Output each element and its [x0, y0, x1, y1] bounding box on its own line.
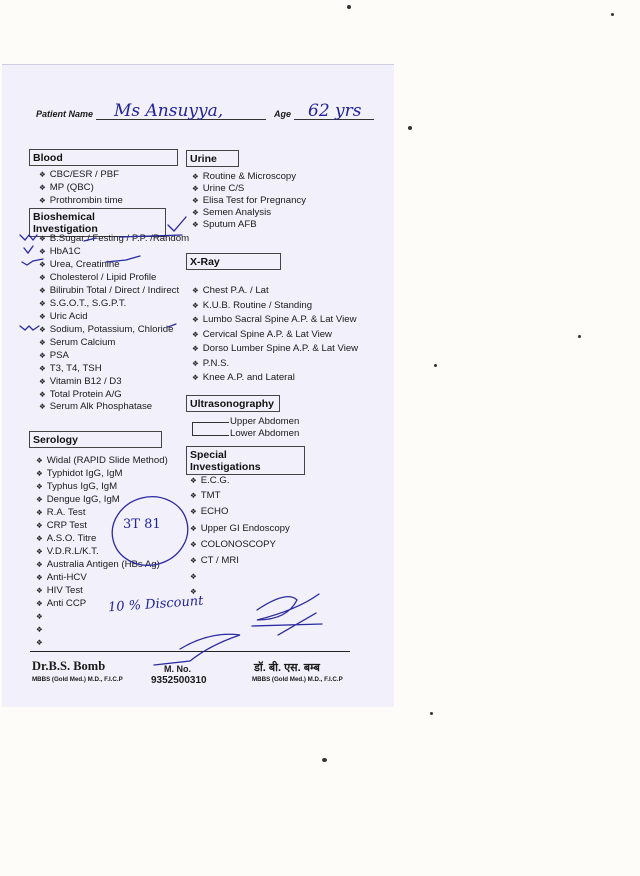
- list-item: ❖ TMT: [190, 490, 221, 501]
- discount-note: 10 % Discount: [107, 593, 204, 616]
- xray-header: X-Ray: [186, 253, 281, 270]
- signature-scribble: [154, 634, 240, 665]
- strike-line: [120, 235, 182, 237]
- check-mark: [84, 238, 96, 241]
- tick-mark: [24, 246, 33, 253]
- list-item: ❖ Semen Analysis: [192, 207, 271, 218]
- list-item: ❖ CT / MRI: [190, 555, 239, 566]
- bullet-icon: ❖: [190, 524, 197, 533]
- ink-circle: [104, 488, 195, 573]
- scan-speck: [408, 126, 412, 130]
- scan-speck: [611, 13, 614, 16]
- doctor-name-hindi: डॉ. बी. एस. बम्ब: [254, 662, 320, 674]
- list-item: ❖ Typhus IgG, IgM: [36, 481, 118, 492]
- bullet-icon: ❖: [39, 286, 46, 295]
- bullet-icon: ❖: [36, 508, 43, 517]
- list-item: ❖ Sodium, Potassium, Chloride: [39, 324, 174, 335]
- circled-note: 3T 81: [123, 517, 161, 532]
- list-item: ❖ Dorso Lumber Spine A.P. & Lat View: [192, 343, 359, 354]
- scan-speck: [322, 758, 327, 762]
- list-item: ❖ Prothrombin time: [39, 195, 123, 206]
- list-item: ❖ COLONOSCOPY: [190, 539, 276, 550]
- bullet-icon: ❖: [192, 301, 199, 310]
- doctor-qualification-right: MBBS (Gold Med.) M.D., F.I.C.P: [252, 676, 343, 683]
- list-item: ❖ Cholesterol / Lipid Profile: [39, 272, 157, 283]
- bullet-icon: ❖: [39, 170, 46, 179]
- scan-speck: [430, 712, 433, 715]
- tick-mark: [22, 259, 43, 265]
- list-item: ❖ Anti CCP: [36, 598, 87, 609]
- bullet-icon: ❖: [39, 312, 46, 321]
- bullet-icon: ❖: [39, 234, 46, 243]
- bullet-icon: ❖: [36, 469, 43, 478]
- list-item: ❖ K.U.B. Routine / Standing: [192, 300, 313, 311]
- list-item: ❖ CRP Test: [36, 520, 87, 531]
- scan-speck: [347, 5, 351, 9]
- list-item: ❖ V.D.R.L/K.T.: [36, 546, 99, 557]
- bullet-icon: ❖: [39, 325, 46, 334]
- pen-marks: [2, 65, 394, 707]
- bullet-icon: ❖: [36, 638, 43, 647]
- list-item: ❖ T3, T4, TSH: [39, 363, 102, 374]
- bullet-icon: ❖: [36, 495, 43, 504]
- list-item: ❖ Chest P.A. / Lat: [192, 285, 269, 296]
- biochem-header: Bioshemical Investigation: [29, 208, 166, 237]
- bullet-icon: ❖: [36, 560, 43, 569]
- list-item: ❖ Vitamin B12 / D3: [39, 376, 122, 387]
- list-item: ❖ Elisa Test for Pregnancy: [192, 195, 307, 206]
- list-item: ❖ Anti-HCV: [36, 572, 87, 583]
- list-item: ❖ Routine & Microscopy: [192, 171, 297, 182]
- bullet-icon: ❖: [36, 547, 43, 556]
- list-item: ❖ Urea, Creatinine: [39, 259, 120, 270]
- list-item: ❖ Upper GI Endoscopy: [190, 523, 290, 534]
- list-item: ❖ Uric Acid: [39, 311, 88, 322]
- list-item: ❖ Widal (RAPID Slide Method): [36, 455, 168, 466]
- age-value: 62 yrs: [308, 101, 362, 121]
- bullet-icon: ❖: [39, 247, 46, 256]
- list-item: ❖ A.S.O. Titre: [36, 533, 97, 544]
- bullet-icon: ❖: [190, 491, 197, 500]
- mobile-label: M. No.: [164, 664, 191, 674]
- doctor-qualification: MBBS (Gold Med.) M.D., F.I.C.P: [32, 676, 123, 683]
- bullet-icon: ❖: [192, 196, 199, 205]
- list-item: ❖ ECHO: [190, 506, 229, 517]
- bullet-icon: ❖: [39, 351, 46, 360]
- scan-speck: [434, 364, 437, 367]
- list-item: ❖ Serum Alk Phosphatase: [39, 401, 153, 412]
- bullet-icon: ❖: [39, 299, 46, 308]
- list-item: ❖ Dengue IgG, IgM: [36, 494, 120, 505]
- ultrasonography-header: Ultrasonography: [186, 395, 280, 412]
- bullet-icon: ❖: [190, 507, 197, 516]
- list-item: ❖ MP (QBC): [39, 182, 94, 193]
- bullet-icon: ❖: [192, 184, 199, 193]
- bullet-icon: ❖: [192, 315, 199, 324]
- list-item: ❖ Typhidot IgG, IgM: [36, 468, 123, 479]
- bullet-icon: ❖: [192, 220, 199, 229]
- bullet-icon: ❖: [192, 344, 199, 353]
- bullet-icon: ❖: [39, 390, 46, 399]
- bullet-icon: ❖: [36, 625, 43, 634]
- bullet-icon: ❖: [36, 586, 43, 595]
- bullet-icon: ❖: [192, 286, 199, 295]
- list-item: ❖ Cervical Spine A.P. & Lat View: [192, 329, 332, 340]
- list-item: ❖ HbA1C: [39, 246, 81, 257]
- tick-mark: [20, 326, 39, 330]
- bullet-icon: ❖: [39, 364, 46, 373]
- patient-name-label: Patient Name: [36, 109, 94, 119]
- bullet-icon: ❖: [36, 482, 43, 491]
- list-item: ❖ Australia Antigen (HBs Ag): [36, 559, 160, 570]
- bullet-icon: ❖: [190, 556, 197, 565]
- prescription-slip: [2, 64, 394, 707]
- list-item: Lower Abdomen: [230, 428, 300, 439]
- list-item: Upper Abdomen: [230, 416, 300, 427]
- urine-header: Urine: [186, 150, 239, 167]
- bullet-icon: ❖: [39, 402, 46, 411]
- signature-scribble: [252, 594, 322, 635]
- list-item: ❖ Knee A.P. and Lateral: [192, 372, 295, 383]
- list-item: ❖ P.N.S.: [192, 358, 230, 369]
- bullet-icon: ❖: [36, 521, 43, 530]
- list-item: ❖ S.G.O.T., S.G.P.T.: [39, 298, 127, 309]
- bullet-icon: ❖: [192, 208, 199, 217]
- patient-name-value: Ms Ansuyya,: [114, 101, 224, 121]
- bullet-icon: ❖: [39, 273, 46, 282]
- doctor-name: Dr.B.S. Bomb: [32, 659, 106, 673]
- list-item: ❖ Serum Calcium: [39, 337, 116, 348]
- list-item: ❖ HIV Test: [36, 585, 83, 596]
- check-mark: [106, 256, 140, 262]
- list-item: ❖ Bilirubin Total / Direct / Indirect: [39, 285, 180, 296]
- bullet-icon: ❖: [192, 359, 199, 368]
- bullet-icon: ❖: [190, 540, 197, 549]
- serology-header: Serology: [29, 431, 162, 448]
- bullet-icon: ❖: [36, 573, 43, 582]
- list-item: ❖ Urine C/S: [192, 183, 245, 194]
- age-label: Age: [274, 109, 292, 119]
- bullet-icon: ❖: [190, 476, 197, 485]
- bullet-icon: ❖: [36, 612, 43, 621]
- bullet-icon: ❖: [36, 456, 43, 465]
- list-item: ❖ E.C.G.: [190, 475, 230, 486]
- mobile-number: 9352500310: [151, 675, 207, 686]
- bullet-icon: ❖: [192, 373, 199, 382]
- bullet-icon: ❖: [190, 587, 197, 596]
- bullet-icon: ❖: [192, 172, 199, 181]
- bullet-icon: ❖: [192, 330, 199, 339]
- list-item: ❖ CBC/ESR / PBF: [39, 169, 120, 180]
- check-mark: [168, 217, 186, 231]
- special-investigations-header: Special Investigations: [186, 446, 305, 475]
- list-item: ❖ Total Protein A/G: [39, 389, 122, 400]
- list-item: ❖ B.Sugar / Festing / P.P. /Random: [39, 233, 190, 244]
- blood-header: Blood: [29, 149, 178, 166]
- list-item: ❖ Lumbo Sacral Spine A.P. & Lat View: [192, 314, 357, 325]
- bullet-icon: ❖: [39, 338, 46, 347]
- list-item: ❖ Sputum AFB: [192, 219, 257, 230]
- scan-speck: [578, 335, 581, 338]
- bullet-icon: ❖: [39, 196, 46, 205]
- check-mark: [168, 324, 176, 327]
- list-item: ❖ PSA: [39, 350, 69, 361]
- tick-mark: [20, 235, 37, 240]
- bullet-icon: ❖: [190, 572, 197, 581]
- bullet-icon: ❖: [36, 599, 43, 608]
- list-item: ❖ R.A. Test: [36, 507, 86, 518]
- bullet-icon: ❖: [39, 183, 46, 192]
- bullet-icon: ❖: [39, 260, 46, 269]
- bullet-icon: ❖: [39, 377, 46, 386]
- bullet-icon: ❖: [36, 534, 43, 543]
